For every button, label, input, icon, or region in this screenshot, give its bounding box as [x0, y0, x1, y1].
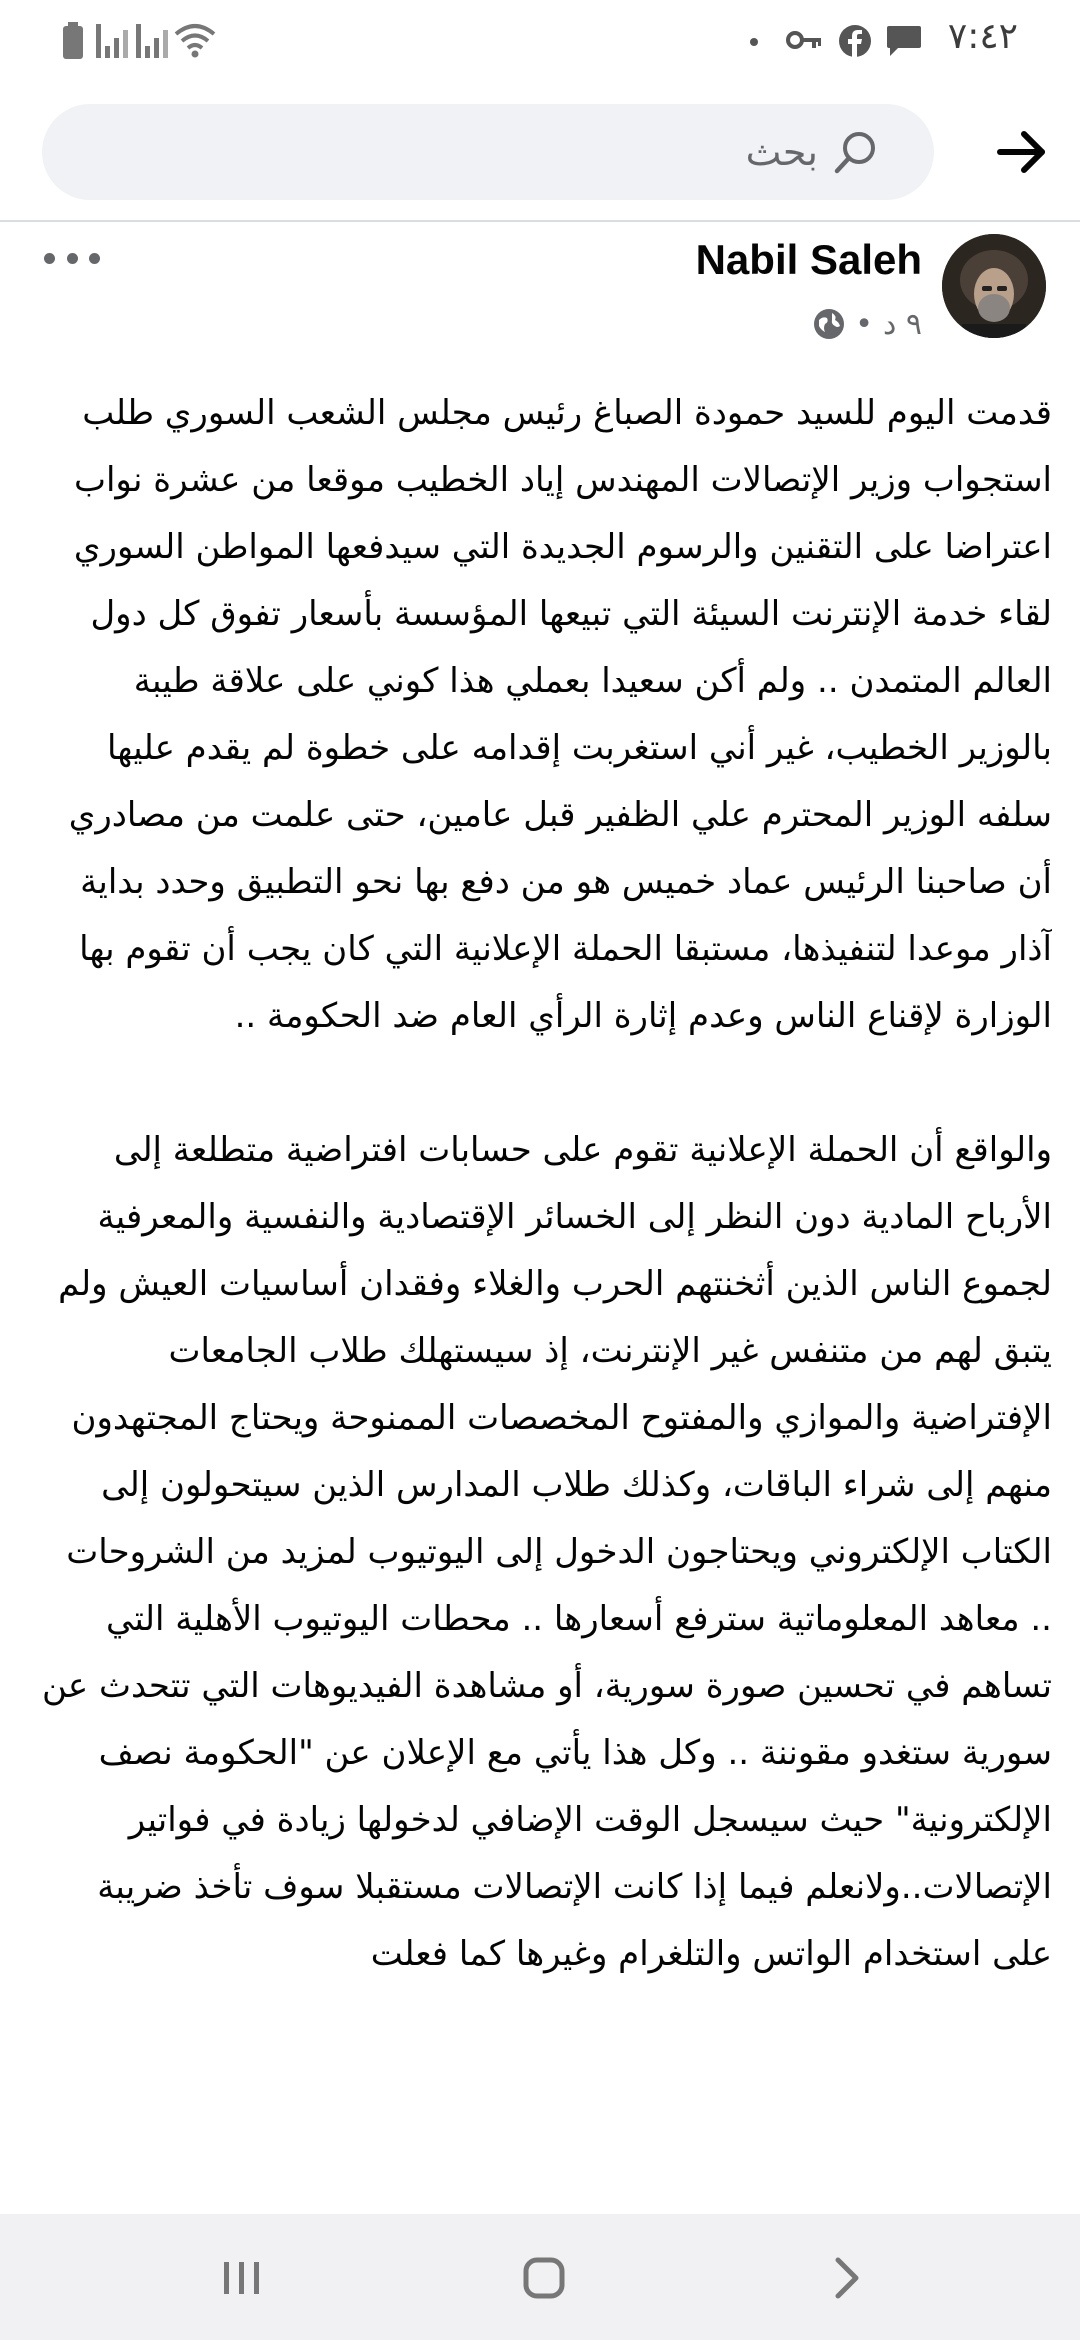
message-icon: [886, 24, 922, 58]
globe-icon: [813, 308, 845, 340]
post-more-options-button[interactable]: [44, 238, 100, 278]
dot: [67, 253, 78, 264]
dot: [89, 253, 100, 264]
search-icon: [832, 128, 880, 176]
back-nav-icon[interactable]: [816, 2248, 876, 2308]
post-text: [40, 380, 1052, 2210]
avatar[interactable]: [942, 234, 1046, 338]
recents-icon[interactable]: [212, 2248, 272, 2308]
post-time[interactable]: ٩ د: [882, 306, 922, 342]
post-paragraph-1: قدمت اليوم للسيد حمودة الصباغ رئيس مجلس الشعب السوري طلب استجواب وزير الإتصالات المهندس إياد الخطيب موقعا من عشرة نواب اعتراضا على التقنين والرسوم الجديدة التي سيدفعها المواطن السوري لقاء خدمة الإنترنت السيئة التي تبيعها المؤسسة بأسعار تفوق كل دول العالم المتمدن .. ولم أكن سعيدا بعملي هذا كوني على علاقة طيبة بالوزير الخطيب، غير أني استغربت إقدامه على خطوة لم يقدم عليها سلفه الوزير المحترم علي الظفير قبل عامين، حتى علمت من مصادري أن صاحبنا الرئيس عماد خميس هو من دفع بها نحو التطبيق وحدد بداية آذار موعدا لتنفيذها، مستبقا الحملة الإعلانية التي كان يجب أن تقوم بها الوزارة لإقناع الناس وعدم إثارة الرأي العام ضد الحكومة ..: [68, 393, 1052, 1036]
signal-icon: [136, 24, 170, 58]
post-paragraph-2: والواقع أن الحملة الإعلانية تقوم على حسابات افتراضية متطلعة إلى الأرباح المادية دون النظر إلى الخسائر الإقتصادية والنفسية والمعرفية لجموع الناس الذين أثخنتهم الحرب والغلاء وفقدان أساسيات العيش ولم يتبق لهم من متنفس غير الإنترنت، إذ سيستهلك طلاب الجامعات الإفتراضية والموازي والمفتوح المخصصات الممنوحة ويحتاج المجتهدون منهم إلى شراء الباقات، وكذلك طلاب المدارس الذين سيتحولون إلى الكتاب الإلكتروني ويحتاجون الدخول إلى اليوتيوب لمزيد من الشروحات .. معاهد المعلوماتية سترفع أسعارها .. محطات اليوتيوب الأهلية التي تساهم في تحسين صورة سورية، أو مشاهدة الفيديوهات التي تتحدث عن سورية ستغدو مقوننة .. وكل هذا يأتي مع الإعلان عن "الحكومة نصف الإلكترونية" حيث سيسجل الوقت الإضافي لدخولها زيادة في فواتير الإتصالات..ولانعلم فيما إذا كانت الإتصالات مستقبلا سوف تأخذ ضريبة على استخدام الواتس والتلغرام وغيرها كما فعلت: [42, 1130, 1052, 1974]
facebook-icon: [838, 24, 872, 58]
search-header: [0, 84, 1080, 222]
search-input[interactable]: [42, 104, 934, 200]
post-author-name[interactable]: Nabil Saleh: [695, 236, 922, 283]
back-arrow-icon[interactable]: [994, 124, 1050, 180]
home-icon[interactable]: [514, 2248, 574, 2308]
dot: [44, 253, 55, 264]
paragraph-gap: [40, 1050, 1052, 1117]
avatar-photo: [942, 234, 1046, 338]
status-bar: [0, 0, 1080, 84]
system-navigation-bar: [0, 2214, 1080, 2340]
key-icon: [786, 28, 822, 52]
meta-separator: •: [855, 306, 873, 342]
search-placeholder: بحث: [745, 130, 818, 174]
signal-icon: [96, 24, 130, 58]
post-meta: [813, 304, 922, 344]
clock: ٧:٤٢: [947, 16, 1018, 57]
wifi-icon: [174, 22, 216, 58]
notification-dot: [750, 38, 758, 46]
battery-icon: [62, 22, 84, 60]
